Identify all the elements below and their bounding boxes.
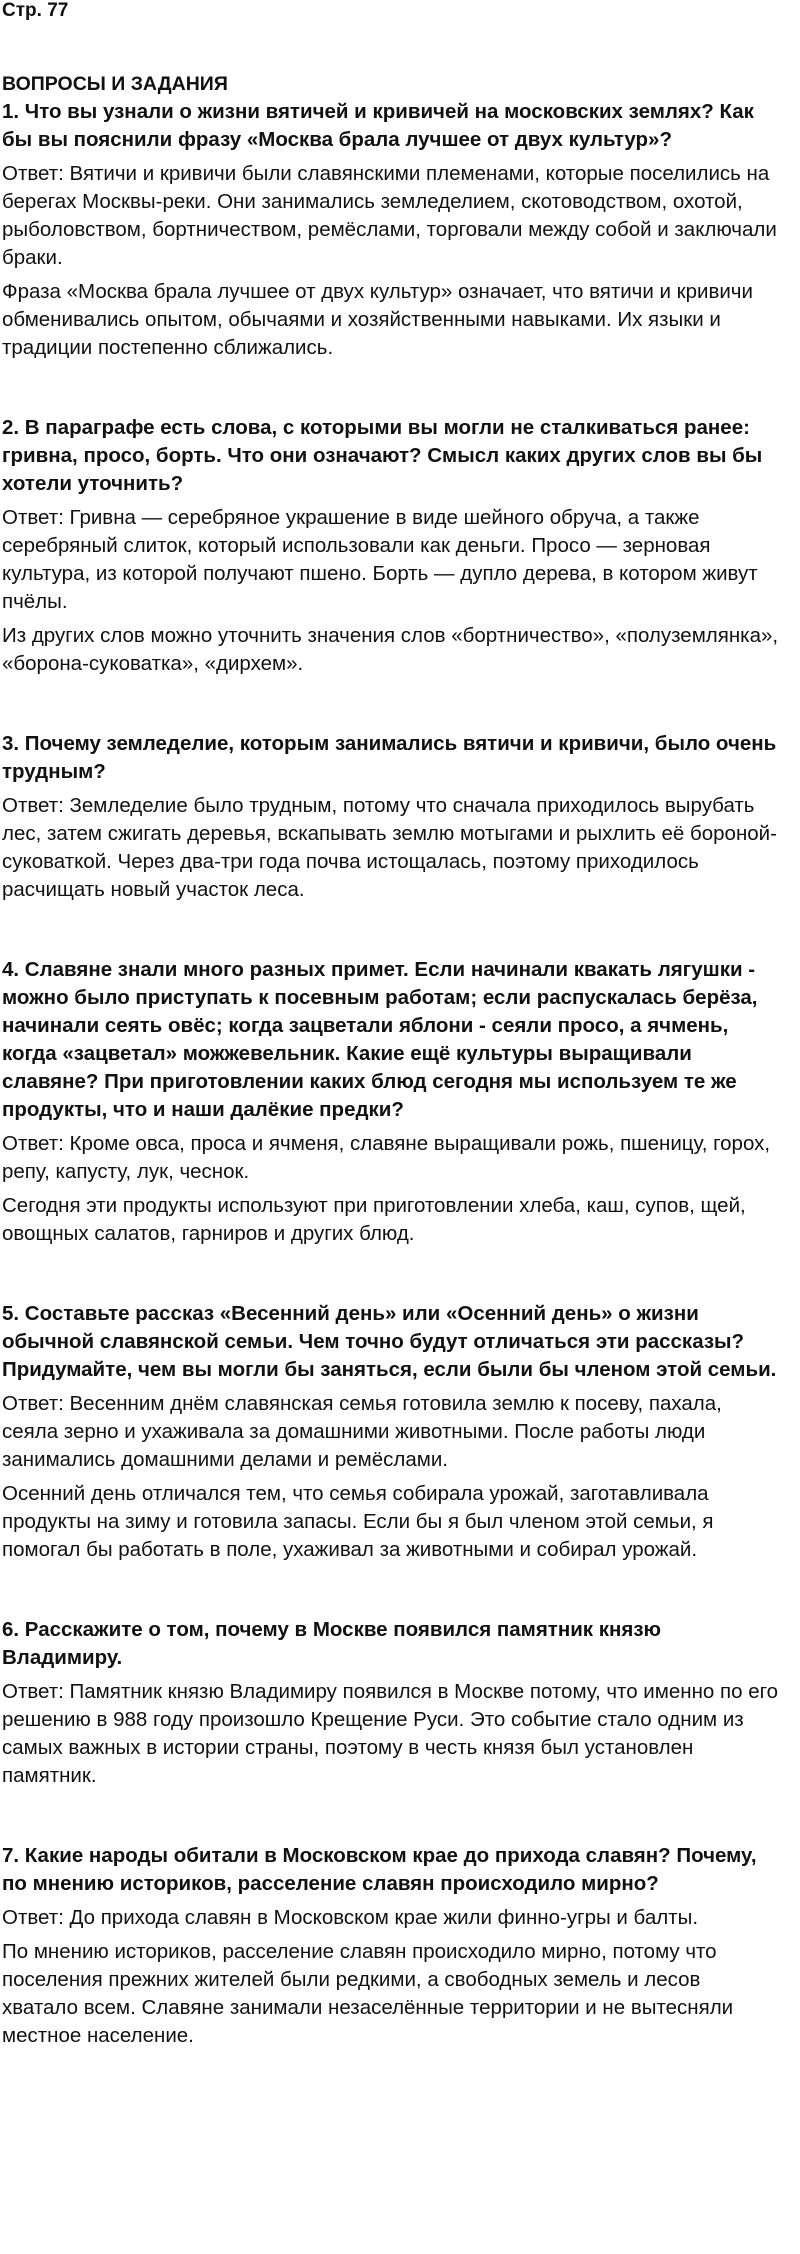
question-text: 6. Расскажите о том, почему в Москве появился памятник князю Владимиру.: [2, 1618, 662, 1669]
section-title: ВОПРОСЫ И ЗАДАНИЯ: [2, 73, 228, 95]
question-text: 1. Что вы узнали о жизни вятичей и кривичей на московских землях? Как бы вы пояснили фразу «Москва брала лучшее от двух культур»?: [2, 100, 754, 151]
answer-paragraph: По мнению историков, расселение славян происходило мирно, потому что поселения прежних жителей были редкими, а свободных земель и лесов хватало всем. Славяне занимали незаселённые территории и не вытесняли местное население.: [2, 1940, 734, 2047]
answer-paragraph: Осенний день отличался тем, что семья собирала урожай, заготавливала продукты на зиму и готовила запасы. Если бы я был членом этой семьи, я помогал бы работать в поле, ухаживал за животными и собирал урожай.: [2, 1482, 714, 1561]
question-text: 7. Какие народы обитали в Московском крае до прихода славян? Почему, по мнению историков, расселение славян происходило мирно?: [2, 1844, 757, 1895]
question-block: [2, 956, 780, 1248]
answer-paragraph: Сегодня эти продукты используют при приготовлении хлеба, каш, супов, щей, овощных салатов, гарниров и других блюд.: [2, 1194, 746, 1245]
question-block: [2, 1300, 780, 1564]
answer-paragraph: Ответ: Весенним днём славянская семья готовила землю к посеву, пахала, сеяла зерно и ухаживала за домашними животными. После работы люди занимались домашними делами и ремёслами.: [2, 1392, 722, 1471]
question-block: [2, 1842, 780, 2050]
question-block: [2, 414, 780, 678]
answer-paragraph: Ответ: Вятичи и кривичи были славянскими племенами, которые поселились на берегах Москвы-реки. Они занимались земледелием, скотоводством, охотой, рыболовством, бортничеством, ремёслами, торговали между собой и заключали браки.: [2, 162, 777, 269]
answer-paragraph: Ответ: Гривна — серебряное украшение в виде шейного обруча, а также серебряный слиток, который использовали как деньги. Просо — зерновая культура, из которой получают пшено. Борть — дупло дерева, в котором живут пчёлы.: [2, 506, 758, 613]
answer-paragraph: Ответ: Кроме овса, проса и ячменя, славяне выращивали рожь, пшеницу, горох, репу, капусту, лук, чеснок.: [2, 1132, 771, 1183]
answer-paragraph: Фраза «Москва брала лучшее от двух культур» означает, что вятичи и кривичи обменивались опытом, обычаями и хозяйственными навыками. Их языки и традиции постепенно сближались.: [2, 280, 753, 359]
question-block: [2, 1616, 780, 1790]
answer-paragraph: Из других слов можно уточнить значения слов «бортничество», «полуземлянка», «борона-суковатка», «дирхем».: [2, 624, 779, 675]
answer-paragraph: Ответ: Памятник князю Владимиру появился в Москве потому, что именно по его решению в 988 году произошло Крещение Руси. Это событие стало одним из самых важных в истории страны, поэтому в честь князя был установлен памятник.: [2, 1680, 779, 1787]
question-block: [2, 98, 780, 362]
page-number: Стр. 77: [2, 0, 69, 21]
question-text: 4. Славяне знали много разных примет. Если начинали квакать лягушки - можно было приступать к посевным работам; если распускалась берёза, начинали сеять овёс; когда зацветали яблони - сеяли просо, а ячмень, когда «зацветал» можжевельник. Какие ещё культуры выращивали славяне? При приготовлении каких блюд сегодня мы используем те же продукты, что и наши далёкие предки?: [2, 958, 758, 1121]
question-text: 5. Составьте рассказ «Весенний день» или «Осенний день» о жизни обычной славянской семьи. Чем точно будут отличаться эти рассказы? Придумайте, чем вы могли бы заняться, если были бы членом этой семьи.: [2, 1302, 777, 1381]
question-text: 3. Почему земледелие, которым занимались вятичи и кривичи, было очень трудным?: [2, 732, 777, 783]
answer-paragraph: Ответ: Земледелие было трудным, потому что сначала приходилось вырубать лес, затем сжигать деревья, вскапывать землю мотыгами и рыхлить её бороной-суковаткой. Через два-три года почва истощалась, поэтому приходилось расчищать новый участок леса.: [2, 794, 777, 901]
question-block: [2, 730, 780, 904]
answer-paragraph: Ответ: До прихода славян в Московском крае жили финно-угры и балты.: [2, 1906, 699, 1929]
question-text: 2. В параграфе есть слова, с которыми вы могли не сталкиваться ранее: гривна, просо, борть. Что они означают? Смысл каких других слов вы бы хотели уточнить?: [2, 416, 763, 495]
